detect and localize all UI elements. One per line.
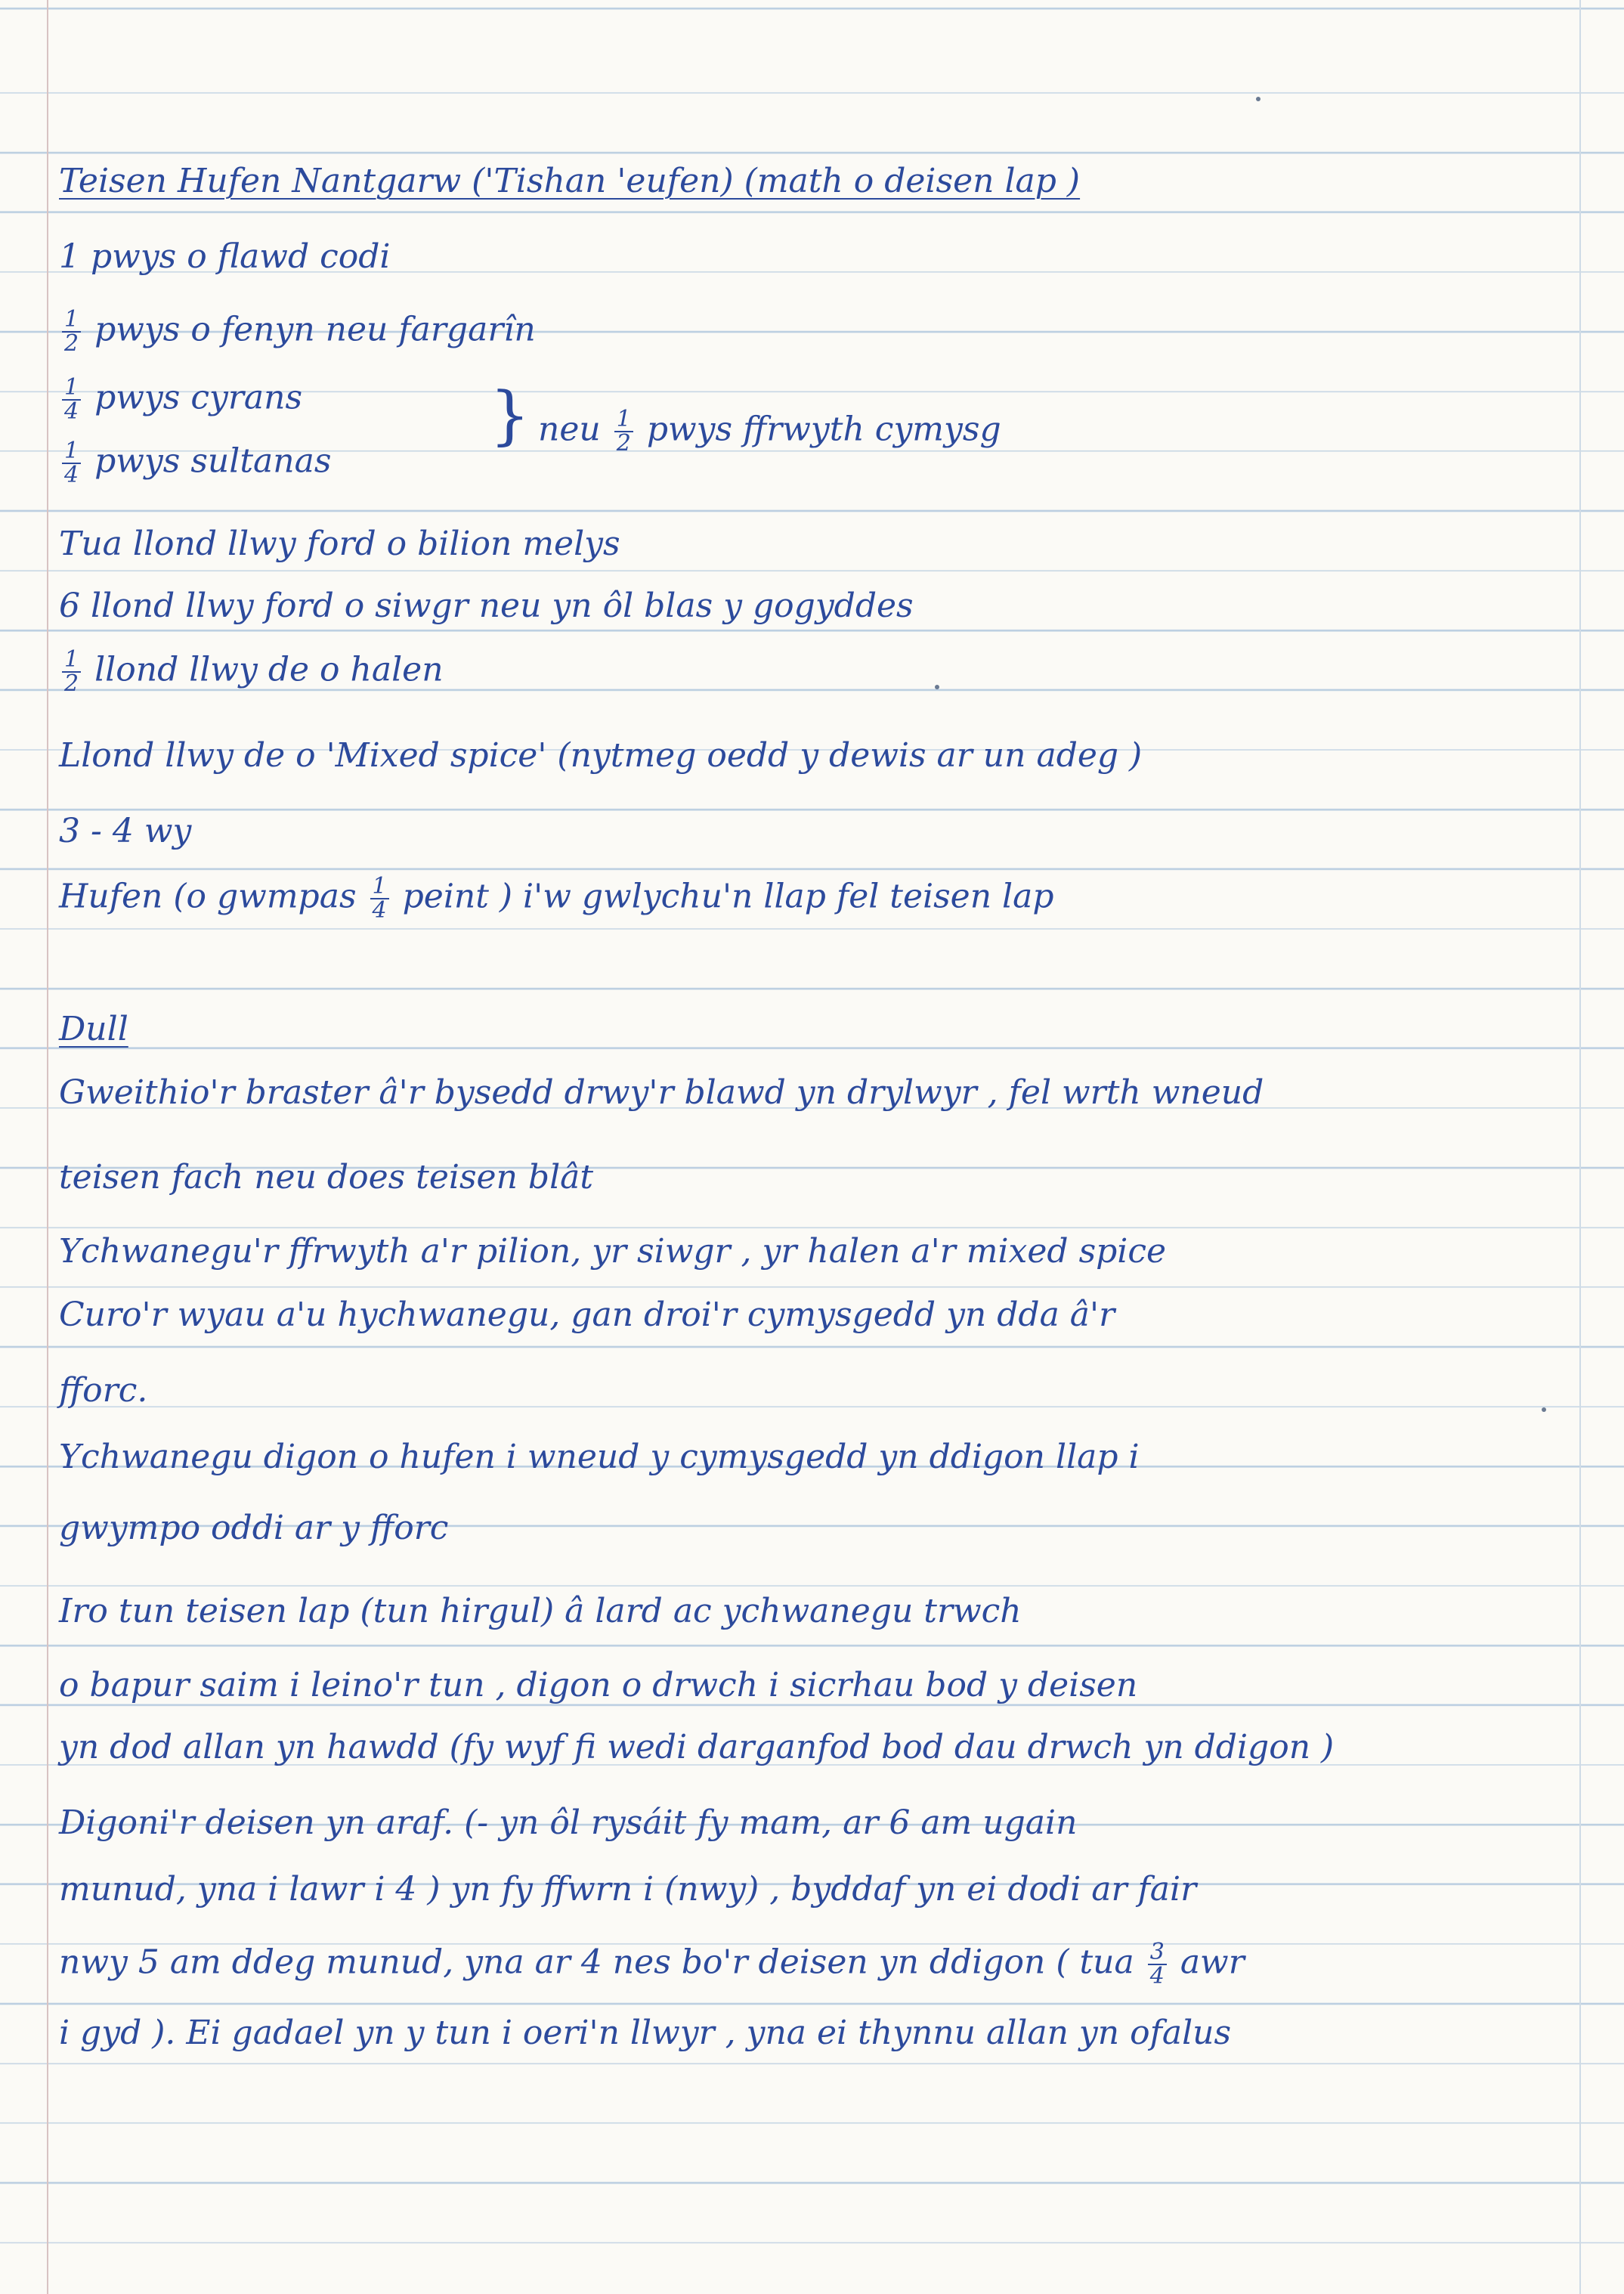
ingredient-line: 6 llond llwy ford o siwgr neu yn ôl blas y gogyddes xyxy=(59,587,914,625)
ink-speck xyxy=(935,685,939,689)
method-line: Ychwanegu'r ffrwyth a'r pilion, yr siwgr , yr halen a'r mixed spice xyxy=(59,1232,1167,1271)
method-line: i gyd ). Ei gadael yn y tun i oeri'n llwyr , yna ei thynnu allan yn ofalus xyxy=(59,2014,1232,2052)
brace-symbol: } xyxy=(490,378,531,452)
method-line: teisen fach neu does teisen blât xyxy=(59,1158,594,1197)
method-line: munud, yna i lawr i 4 ) yn fy ffwrn i (nwy) , byddaf yn ei dodi ar fair xyxy=(59,1870,1197,1909)
method-line: Gweithio'r braster â'r bysedd drwy'r blawd yn drylwyr , fel wrth wneud xyxy=(59,1073,1264,1112)
fraction: $\frac{1}{4}$ xyxy=(62,376,81,423)
method-line: Ychwanegu digon o hufen i wneud y cymysgedd yn ddigon llap i xyxy=(59,1438,1140,1476)
left-margin-rule xyxy=(47,0,48,2294)
method-line: Digoni'r deisen yn araf. (- yn ôl rysáit fy mam, ar 6 am ugain xyxy=(59,1803,1078,1842)
fraction: $\frac{3}{4}$ xyxy=(1148,1941,1167,1988)
ingredient-line: $\frac{1}{2}$ pwys o fenyn neu fargarîn xyxy=(59,308,536,355)
method-line: o bapur saim i leino'r tun , digon o drwch i sicrhau bod y deisen xyxy=(59,1666,1138,1704)
ingredient-line: Tua llond llwy ford o bilion melys xyxy=(59,525,620,563)
ingredient-line: Hufen (o gwmpas $\frac{1}{4}$ peint ) i'w gwlychu'n llap fel teisen lap xyxy=(59,873,1054,924)
ingredient-line: 3 - 4 wy xyxy=(59,812,192,850)
method-line: gwympo oddi ar y fforc xyxy=(59,1509,449,1547)
method-line: fforc. xyxy=(59,1371,148,1410)
method-line: Iro tun teisen lap (tun hirgul) â lard ac ychwanegu trwch xyxy=(59,1592,1022,1630)
fraction: $\frac{1}{4}$ xyxy=(62,440,81,487)
recipe-title: Teisen Hufen Nantgarw ('Tishan 'eufen) (math o deisen lap ) xyxy=(59,162,1081,200)
fraction: $\frac{1}{4}$ xyxy=(370,875,389,922)
method-line: Curo'r wyau a'u hychwanegu, gan droi'r cymysgedd yn dda â'r xyxy=(59,1296,1115,1334)
method-heading: Dull xyxy=(59,1010,128,1048)
method-line: nwy 5 am ddeg munud, yna ar 4 nes bo'r deisen yn ddigon ( tua $\frac{3}{4}$ awr xyxy=(59,1939,1245,1989)
ingredient-line: $\frac{1}{2}$ llond llwy de o halen xyxy=(59,649,444,695)
ink-speck xyxy=(1256,97,1261,101)
ingredient-line: 1 pwys o flawd codi xyxy=(59,237,391,276)
ingredient-line: Llond llwy de o 'Mixed spice' (nytmeg oedd y dewis ar un adeg ) xyxy=(59,736,1143,775)
brace-note: neu $\frac{1}{2}$ pwys ffrwyth cymysg xyxy=(538,406,1001,457)
fraction: $\frac{1}{2}$ xyxy=(62,308,81,355)
ink-speck xyxy=(1542,1407,1546,1412)
ingredient-line: $\frac{1}{4}$ pwys sultanas xyxy=(59,440,331,487)
fraction: $\frac{1}{2}$ xyxy=(614,408,633,455)
ingredient-line: $\frac{1}{4}$ pwys cyrans xyxy=(59,376,302,423)
right-margin-rule xyxy=(1579,0,1581,2294)
method-line: yn dod allan yn hawdd (fy wyf fi wedi darganfod bod dau drwch yn ddigon ) xyxy=(59,1728,1335,1766)
fraction: $\frac{1}{2}$ xyxy=(62,649,81,695)
